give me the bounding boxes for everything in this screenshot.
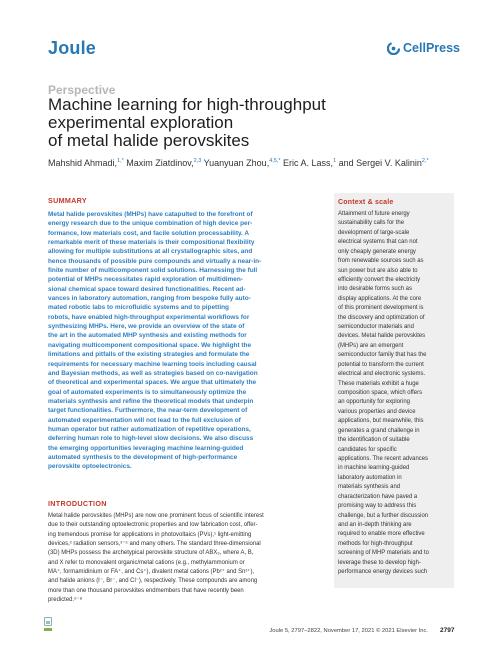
introduction-line: ing tremendous promise for applications in photovoltaics (PVs),¹ light-emitting <box>48 531 252 538</box>
title-line: Machine learning for high-throughput <box>48 95 326 114</box>
context-scale-line: composition space, which offers <box>338 390 423 397</box>
page-number: 2797 <box>440 627 455 634</box>
context-scale-line: display applications. At the core <box>338 295 422 302</box>
context-scale-line: the discovery and optimization of <box>338 314 425 321</box>
summary-line: finite number of multicomponent solid solutions. Harnessing the full <box>48 267 258 275</box>
context-scale-line: various properties and device <box>338 408 416 415</box>
summary-line: navigating multicomponent compositional space. We highlight the <box>48 341 252 349</box>
context-scale-line: semiconductor family that has the <box>338 352 427 359</box>
summary-line: limitations and pitfalls of the existing strategies and formulate the <box>48 351 250 359</box>
context-scale-line: development of large-scale <box>338 229 410 236</box>
summary-line: materials synthesis and refine the theoretical models that underpin <box>48 397 254 405</box>
context-scale-line: These materials exhibit a huge <box>338 380 419 387</box>
context-scale-line: electrical systems that can not <box>338 239 418 246</box>
summary-line: vances in laboratory automation, ranging from bespoke fully auto- <box>48 295 251 303</box>
summary-line: human operator but rather automatization of repetitive operations, <box>48 425 251 433</box>
author-name[interactable]: Yuanyuan Zhou, <box>201 158 270 168</box>
context-scale-line: leverage these to develop high- <box>338 559 421 566</box>
context-scale-line: required to enable more effective <box>338 531 425 538</box>
summary-line: automated synthesis to the development of high-performance <box>48 453 238 461</box>
summary-section <box>48 196 321 472</box>
context-scale-line: applications, but meanwhile, this <box>338 418 424 425</box>
check-for-updates-icon[interactable] <box>44 617 52 626</box>
publisher-logo[interactable] <box>387 41 460 55</box>
context-scale-line: sun power but are also able to <box>338 267 418 274</box>
introduction-line: due to their outstanding optoelectronic properties and low fabrication cost, offer- <box>48 522 258 529</box>
context-scale-line: the identification of suitable <box>338 437 410 444</box>
summary-line: mated robotic labs to microfluidic systems and to pipetting <box>48 304 229 312</box>
summary-line: allowing for multiple substitutions at all crystallographic sites, and <box>48 248 253 256</box>
journal-logo[interactable]: Joule <box>48 38 97 58</box>
introduction-heading: INTRODUCTION <box>48 499 107 508</box>
context-scale-line: laboratory automation in <box>338 474 402 481</box>
summary-line: energy research due to the unique combination of high device per- <box>48 220 253 228</box>
context-scale-line: devices. Metal halide perovskites <box>338 333 426 340</box>
citation-line: Joule 5, 2797–2822, November 17, 2021 © 2021 Elsevier Inc. <box>269 628 428 634</box>
summary-line: target functionalities. Furthermore, the near-term development of <box>48 407 248 415</box>
summary-line: Metal halide perovskites (MHPs) have catapulted to the forefront of <box>48 211 253 218</box>
article-title <box>48 96 378 150</box>
context-scale-line: of this prominent development is <box>338 305 424 312</box>
author-affiliation[interactable]: 1,* <box>117 158 124 164</box>
summary-line: potential of MHPs necessitates rapid exploration of multidimen- <box>48 276 243 284</box>
summary-line: and Bayesian methods, as well as strategies based on co-navigation <box>48 369 258 377</box>
context-scale-line: generates a grand challenge in <box>338 427 420 434</box>
summary-line: deferring human role to high-level slow decisions. We also discuss <box>48 435 254 443</box>
context-scale-heading: Context & scale <box>338 199 394 206</box>
context-scale-text <box>338 210 450 577</box>
summary-line: robots, have enabled high-throughput experimental workflows for <box>48 313 250 321</box>
introduction-line: predicted.⁶⁻⁸ <box>48 597 83 604</box>
summary-line: requirements for necessary machine learning tools including causal <box>48 360 257 368</box>
summary-text <box>48 210 321 472</box>
context-scale-line: sustainability calls for the <box>338 220 405 227</box>
context-scale-line: into desirable forms such as <box>338 286 412 293</box>
introduction-line: more than one thousand perovskites endmembers that have recently been <box>48 587 244 594</box>
summary-line: goal of automated experiments is to simultaneously optimize the <box>48 388 247 396</box>
title-line: experimental exploration <box>48 113 234 132</box>
context-scale-line: in machine learning-guided <box>338 465 410 472</box>
summary-line: of theoretical and experimental spaces. We argue that ultimately the <box>48 379 257 387</box>
author-list <box>48 158 468 168</box>
summary-line: synthesizing MHPs. Here, we provide an overview of the state of <box>48 323 245 331</box>
context-scale-line: applications. The recent advances <box>338 455 428 462</box>
context-scale-line: Attainment of future energy <box>338 211 410 217</box>
context-scale-box <box>334 193 454 588</box>
publisher-name: CellPress <box>403 41 460 55</box>
context-scale-line: potential to transform the current <box>338 361 424 368</box>
introduction-line: (3D) MHPs possess the archetypical perovskite structure of ABX₃, where A, B, <box>48 550 254 557</box>
summary-line: perovskite optoelectronics. <box>48 463 132 471</box>
context-scale-line: semiconductor materials and <box>338 324 414 331</box>
context-scale-line: and an in-depth thinking are <box>338 521 412 528</box>
introduction-line: MA⁺, formamidinium or FA⁺, and Cs⁺), divalent metal cations (Pb²⁺ and Sn²⁺), <box>48 569 255 576</box>
summary-line: sional chemical space toward desired functionalities. Recent ad- <box>48 285 246 293</box>
cellpress-logo-icon <box>387 42 400 55</box>
author-affiliation[interactable]: 4,5,* <box>269 158 281 164</box>
context-scale-line: performance energy devices such <box>338 569 428 576</box>
title-line: of metal halide perovskites <box>48 131 250 150</box>
author-name[interactable]: Mahshid Ahmadi, <box>48 158 118 168</box>
introduction-section <box>48 499 321 605</box>
summary-line: remarkable merit of these materials is their compositional flexibility <box>48 239 255 247</box>
journal-header <box>48 38 460 62</box>
summary-line: the emerging opportunities leveraging machine learning-guided <box>48 444 244 452</box>
context-scale-line: candidates for specific <box>338 446 397 453</box>
context-scale-line: methods for high-throughput <box>338 540 413 547</box>
summary-line: the art in the automated MHP synthesis and existing methods for <box>48 332 247 340</box>
check-for-updates-badge <box>44 628 52 631</box>
context-scale-line: characterization have paved a <box>338 493 418 500</box>
context-scale-line: efficiently convert the electricity <box>338 276 421 283</box>
context-scale-line: electrical and electronic systems. <box>338 371 426 378</box>
context-scale-line: an opportunity for exploring <box>338 399 410 406</box>
summary-line: formance, low materials cost, and facile solution processability. A <box>48 229 250 237</box>
introduction-line: devices,² radiation sensors,³⁻⁵ and many others. The standard three-dimensional <box>48 541 261 548</box>
summary-line: hence thousands of possible pure compounds and virtually a near-in- <box>48 257 262 265</box>
author-affiliation[interactable]: 2,* <box>421 158 429 164</box>
author-name[interactable]: Eric A. Lass, <box>280 158 334 168</box>
introduction-line: and halide anions (I⁻, Br⁻, and Cl⁻), respectively. These compounds are among <box>48 578 258 585</box>
author-name[interactable]: Maxim Ziatdinov, <box>123 158 194 168</box>
introduction-line: Metal halide perovskites (MHPs) are now one prominent focus of scientific interest <box>48 513 264 519</box>
author-affiliation[interactable]: 2,3 <box>193 158 202 164</box>
context-scale-line: challenge, but a further discussion <box>338 512 429 519</box>
context-scale-line: only cheaply generate energy <box>338 248 416 255</box>
author-affiliation[interactable]: 1 <box>333 158 337 164</box>
article-type: Perspective <box>48 83 116 97</box>
author-name[interactable]: and Sergei V. Kalinin <box>336 158 422 168</box>
context-scale-line: (MHPs) are an emergent <box>338 342 404 349</box>
context-scale-line: screening of MHP materials and to <box>338 550 429 557</box>
context-scale-line: materials synthesis and <box>338 484 401 491</box>
context-scale-line: from renewable sources such as <box>338 258 424 265</box>
summary-line: automated experimentation will not lead to the full exclusion of <box>48 416 241 424</box>
introduction-line: and X refer to monovalent organic/metal cations (e.g., methylammonium or <box>48 559 245 566</box>
context-scale-line: promising way to address this <box>338 503 417 510</box>
introduction-text <box>48 512 321 605</box>
summary-heading: SUMMARY <box>48 196 87 205</box>
